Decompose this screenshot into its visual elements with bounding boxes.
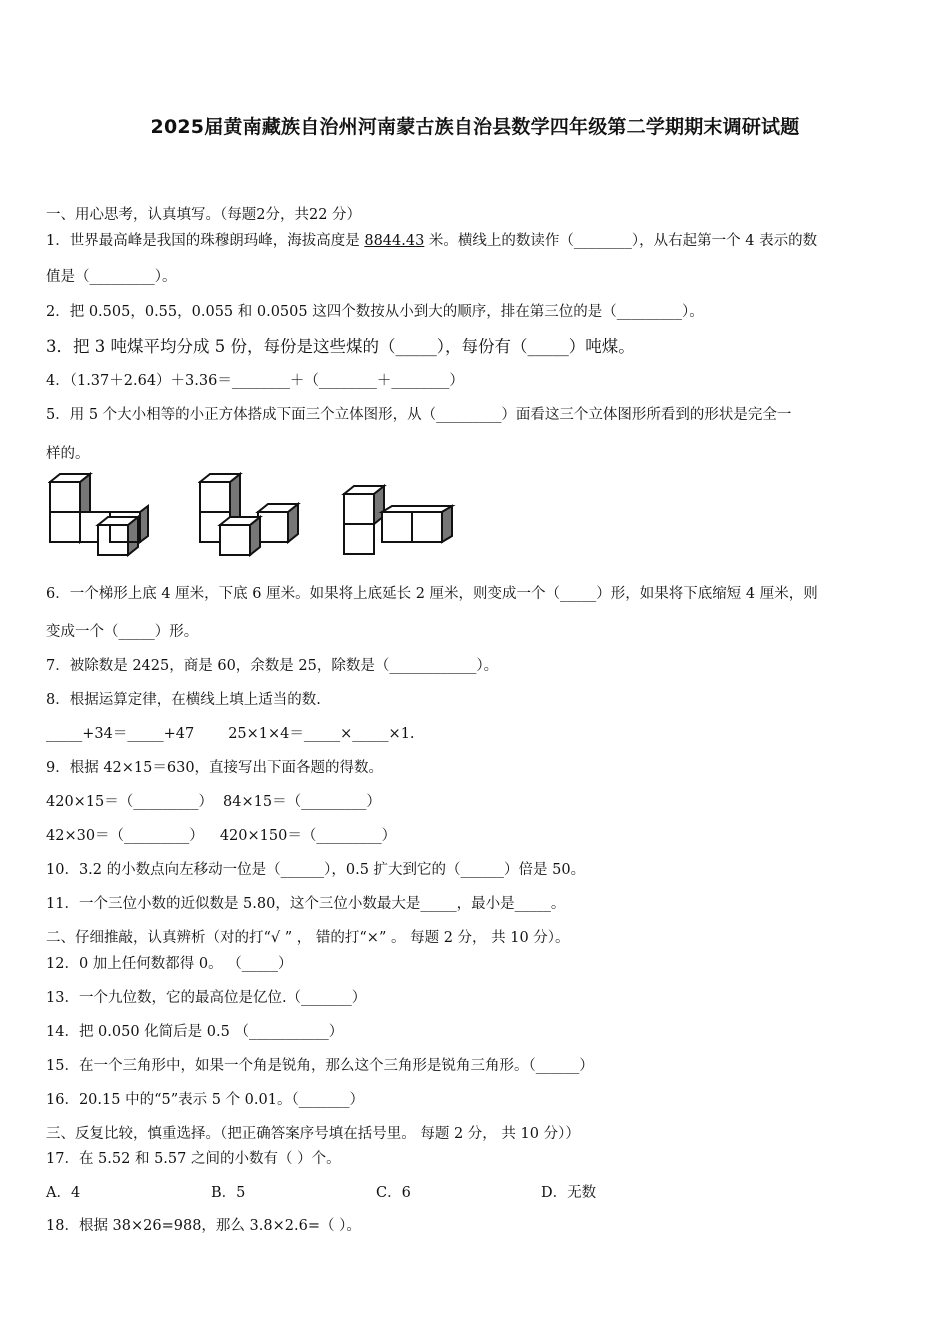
question-8-items bbox=[46, 722, 910, 743]
question-7: 7．被除数是 2425，商是 60，余数是 25，除数是（____________）。 bbox=[46, 658, 499, 674]
section-2-heading: 二、仔细推敲，认真辨析（对的打“√ ” ， 错的打“×” 。 每题 2 分， 共 10 分）。 bbox=[46, 930, 570, 946]
question-6-line-2: 变成一个（_____）形。 bbox=[46, 624, 199, 640]
question-10: 10．3.2 的小数点向左移动一位是（______），0.5 扩大到它的（______）倍是 50。 bbox=[46, 862, 586, 878]
question-1-line-2: 值是（_________）。 bbox=[46, 269, 177, 285]
question-9-row-2 bbox=[46, 824, 910, 845]
question-1-line-1 bbox=[46, 229, 910, 250]
q9-item-2: 84×15＝（_________） bbox=[223, 794, 381, 810]
question-15: 15．在一个三角形中，如果一个角是锐角，那么这个三角形是锐角三角形。（______） bbox=[46, 1058, 594, 1074]
question-3: 3．把 3 吨煤平均分成 5 份，每份是这些煤的（_____），每份有（_____）吨煤。 bbox=[46, 337, 635, 356]
cube-figure-3 bbox=[340, 470, 456, 560]
q1-altitude-number: 8844.43 bbox=[364, 233, 425, 249]
question-12: 12．0 加上任何数都得 0。 （_____） bbox=[46, 956, 293, 972]
q9-item-1: 420×15＝（_________） bbox=[46, 794, 214, 810]
q17-option-d: D．无数 bbox=[541, 1185, 597, 1201]
question-9: 9．根据 42×15＝630，直接写出下面各题的得数。 bbox=[46, 760, 384, 776]
q9-item-4: 420×150＝（_________） bbox=[219, 828, 397, 844]
question-16: 16．20.15 中的“5”表示 5 个 0.01。（_______） bbox=[46, 1092, 364, 1108]
q1-text-after: 米。横线上的数读作（________），从右起第一个 4 表示的数 bbox=[424, 233, 818, 249]
question-2: 2．把 0.505，0.55，0.055 和 0.0505 这四个数按从小到大的顺序，排在第三位的是（_________）。 bbox=[46, 304, 704, 320]
question-5-line-1: 5．用 5 个大小相等的小正方体搭成下面三个立体图形，从（_________）面看这三个立体图形所看到的形状是完全一 bbox=[46, 407, 792, 423]
question-4: 4．（1.37＋2.64）＋3.36＝________＋（________＋________） bbox=[46, 373, 464, 389]
q1-text-before: 1．世界最高峰是我国的珠穆朗玛峰，海拔高度是 bbox=[46, 233, 365, 249]
question-6-line-1: 6．一个梯形上底 4 厘米，下底 6 厘米。如果将上底延长 2 厘米，则变成一个（_____）形，如果将下底缩短 4 厘米，则 bbox=[46, 586, 818, 602]
question-9-row-1 bbox=[46, 790, 910, 811]
q8-item-2: 25×1×4＝_____×_____×1. bbox=[228, 726, 415, 742]
question-5-line-2: 样的。 bbox=[46, 446, 90, 462]
section-1-heading: 一、用心思考，认真填写。（每题2分，共22 分） bbox=[46, 207, 362, 223]
q9-item-3: 42×30＝（_________） bbox=[46, 828, 204, 844]
q17-option-c: C．6 bbox=[376, 1185, 411, 1201]
question-8: 8．根据运算定律，在横线上填上适当的数. bbox=[46, 692, 321, 708]
question-14: 14．把 0.050 化简后是 0.5 （___________） bbox=[46, 1024, 344, 1040]
q8-item-1: _____+34＝_____+47 bbox=[46, 726, 195, 742]
section-3-heading: 三、反复比较，慎重选择。（把正确答案序号填在括号里。 每题 2 分， 共 10 分）） bbox=[46, 1126, 580, 1142]
q17-option-a: A．4 bbox=[46, 1185, 81, 1201]
cube-figure-2 bbox=[198, 470, 302, 560]
q17-option-b: B．5 bbox=[211, 1185, 246, 1201]
question-17: 17．在 5.52 和 5.57 之间的小数有（ ）个。 bbox=[46, 1151, 341, 1167]
question-13: 13．一个九位数，它的最高位是亿位.（_______） bbox=[46, 990, 367, 1006]
question-11: 11．一个三位小数的近似数是 5.80，这个三位小数最大是_____，最小是_____。 bbox=[46, 896, 566, 912]
page-title: 2025届黄南藏族自治州河南蒙古族自治县数学四年级第二学期期末调研试题 bbox=[150, 116, 800, 138]
question-18: 18．根据 38×26=988，那么 3.8×2.6=（ ）。 bbox=[46, 1218, 361, 1234]
cube-figure-1 bbox=[48, 470, 152, 560]
